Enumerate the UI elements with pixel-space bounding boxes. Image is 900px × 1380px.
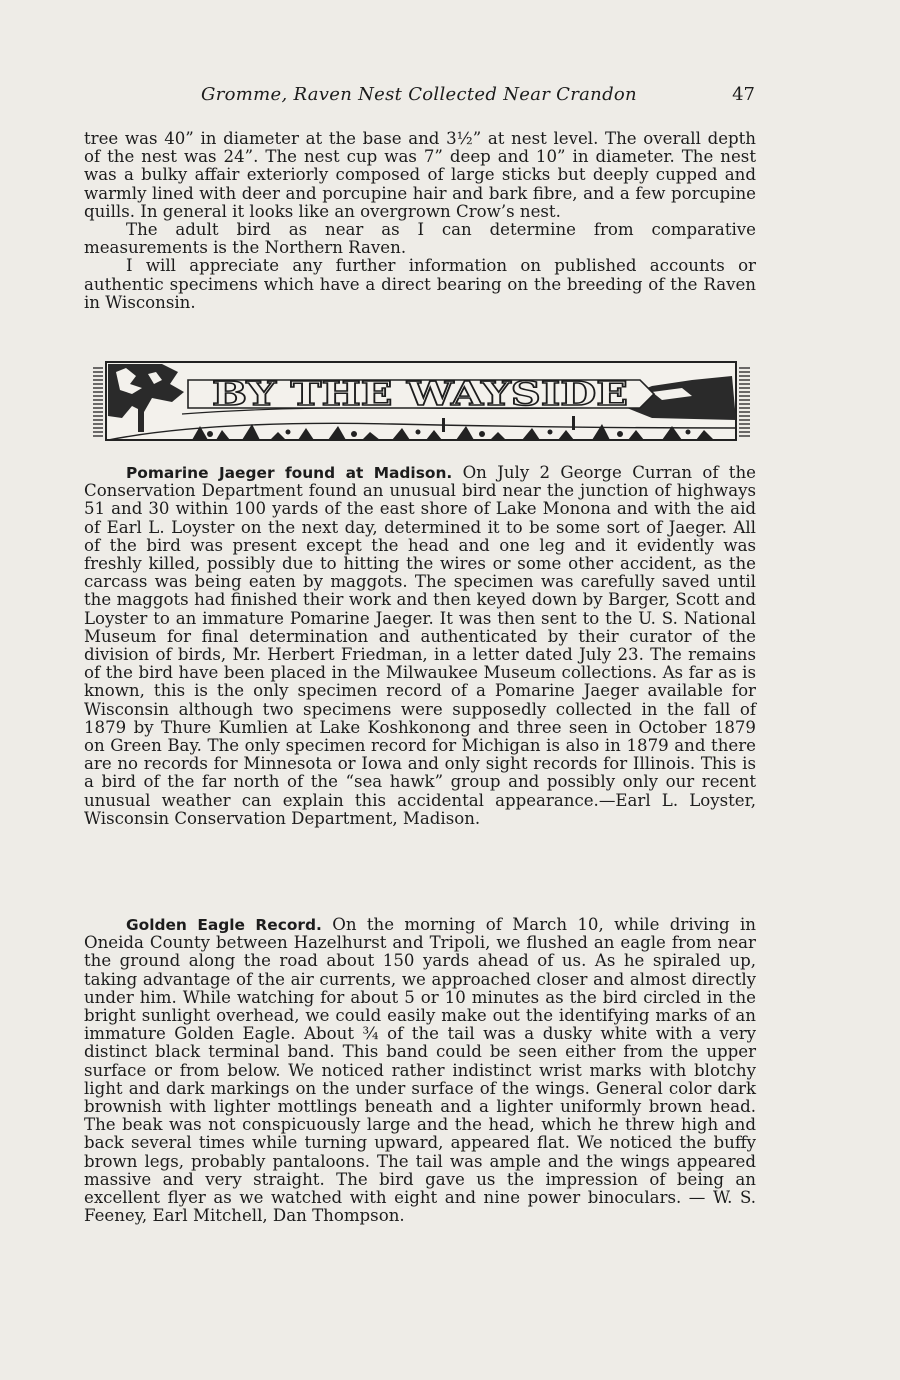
note-heading: Golden Eagle Record. (126, 916, 322, 934)
intro-paragraph: The adult bird as near as I can determine from comparative measurements is the Northern Raven. (84, 220, 756, 258)
intro-paragraph: I will appreciate any further information on published accounts or authentic specimens which have a direct bearing on the breeding of the Raven in Wisconsin. (84, 256, 756, 312)
note-body: On July 2 George Curran of the Conservation Department found an unusual bird near the junction of highways 51 and 30 within 100 yards of the east shore of Lake Monona and with the aid of Earl L. Loyster on the next day, determined it to be some sort of Jaeger. All of the bird was present except the head and one leg and it evidently was freshly killed, possibly due to hitting the wires or some other accident, as the carcass was being eaten by maggots. The specimen was carefully saved until the maggots had finished their work and then keyed down by Barger, Scott and Loyster to an immature Pomarine Jaeger. It was then sent to the U. S. National Museum for final determination and authenticated by their curator of the division of birds, Mr. Herbert Friedman, in a letter dated July 23. The remains of the bird have been placed in the Milwaukee Museum collections. As far as is known, this is the only specimen record of a Pomarine Jaeger available for Wisconsin although two specimens were supposedly collected in the fall of 1879 by Thure Kumlien at Lake Koshkonong and three seen in October 1879 on Green Bay. The only specimen record for Michigan is also in 1879 and there are no records for Minnesota or Iowa and only sight records for Illinois. This is a bird of the far north of the “sea hawk” group and possibly only our recent unusual weather can explain this accidental appearance.—Earl L. Loyster, Wisconsin Conservation Department, Madison. (84, 463, 756, 828)
intro-paragraph: tree was 40” in diameter at the base and 3½” at nest level. The overall depth of the nest was 24”. The nest cup was 7” deep and 10” in diameter. The nest was a bulky affair exteriorly composed of large sticks but deeply cupped and warmly lined with deer and porcupine hair and bark fibre, and a few porcupine quills. In general it looks like an overgrown Crow’s nest. (84, 129, 756, 221)
left-hatch-ornament (93, 368, 103, 436)
note-golden-eagle (84, 916, 756, 1225)
banner-illustration (92, 358, 752, 444)
right-hatch-ornament (739, 368, 750, 436)
running-title: Gromme, Raven Nest Collected Near Crandon (201, 84, 637, 105)
by-the-wayside-banner (92, 358, 752, 444)
page-number: 47 (732, 84, 755, 105)
note-pomarine-jaeger (84, 464, 756, 828)
banner-title: BY THE WAYSIDE (212, 374, 628, 413)
intro-section (84, 130, 756, 312)
note-heading: Pomarine Jaeger found at Madison. (126, 464, 453, 482)
note-body: On the morning of March 10, while driving in Oneida County between Hazelhurst and Tripoli, we flushed an eagle from near the ground along the road about 150 yards ahead of us. As he spiraled up, taking advantage of the air currents, we approached closer and almost directly under him. While watching for about 5 or 10 minutes as the bird circled in the bright sunlight overhead, we could easily make out the identifying marks of an immature Golden Eagle. About ¾ of the tail was a dusky white with a very distinct black terminal band. This band could be seen either from the upper surface or from below. We noticed rather indistinct wrist marks with blotchy light and dark markings on the under surface of the wings. General color dark brownish with lighter mottlings beneath and a lighter uniformly brown head. The beak was not conspicuously large and the head, which he threw high and back several times while turning upward, appeared flat. We noticed the buffy brown legs, probably pantaloons. The tail was ample and the wings appeared massive and very straight. The bird gave us the impression of being an excellent flyer as we watched with eight and nine power binoculars. — W. S. Feeney, Earl Mitchell, Dan Thompson. (84, 915, 756, 1226)
